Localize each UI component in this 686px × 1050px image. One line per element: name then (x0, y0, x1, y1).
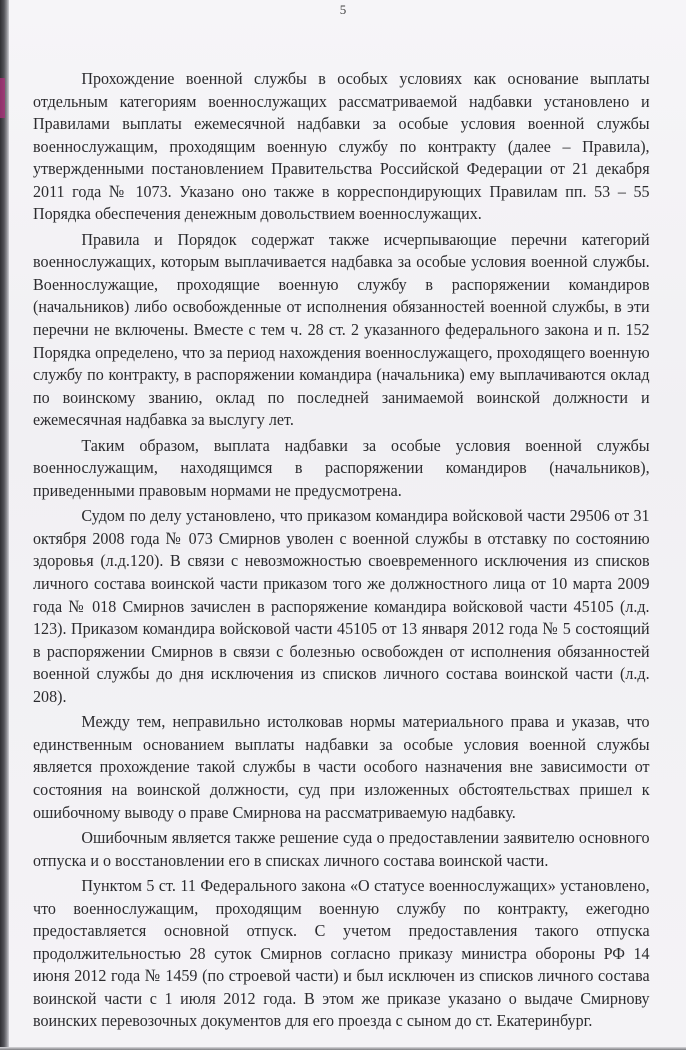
paragraph-rules-and-procedure: Правила и Порядок содержат также исчерпывающие перечни категорий военнослужащих, которым выплачивается надбавка за особые условия военной службы. Военнослужащие, проходящие военную службу в распоряжении командиров (начальников) либо освобожденные от исполнения обязанностей военной службы, в эти перечни не включены. Вместе с тем ч. 28 ст. 2 указанного федерального закона и п. 152 Порядка определено, что за период нахождения военнослужащего, проходящего военную службу по контракту, в распоряжении командира (начальника) ему выплачиваются оклад по воинскому званию, оклад по последней занимаемой воинской должности и ежемесячная надбавка за выслугу лет. (33, 229, 650, 430)
document-body (33, 68, 650, 1033)
scan-binding-edge (0, 0, 9, 1050)
scan-color-mark (0, 78, 5, 118)
paragraph-annual-leave: Пунктом 5 ст. 11 Федерального закона «О статусе военнослужащих» установлено, что военнослужащим, проходящим военную службу по контракту, ежегодно предоставляется основной отпуск. С учетом предоставления такого отпуска продолжительностью 28 суток Смирнов согласно приказу министра обороны РФ 14 июня 2012 года № 1459 (по строевой части) и был исключен из списков личного состава воинской части с 1 июля 2012 года. В этом же приказе указано о выдаче Смирнову воинских перевозочных документов для его проезда с сыном до ст. Екатеринбург. (33, 876, 650, 1031)
paragraph-leave-decision: Ошибочным является также решение суда о предоставлении заявителю основного отпуска и о восстановлении его в списках личного состава воинской части. (33, 828, 650, 870)
page-number: 5 (339, 2, 347, 17)
paragraph-special-conditions: Прохождение военной службы в особых условиях как основание выплаты отдельным категориям военнослужащих рассматриваемой надбавки установлено и Правилами выплаты ежемесячной надбавки за особые условия военной службы военнослужащим, проходящим военную службу по контракту (далее – Правила), утвержденными постановлением Правительства Российской Федерации от 21 декабря 2011 года № 1073. Указано оно также в корреспондирующих Правилам пп. 53 – 55 Порядка обеспечения денежным довольствием военнослужащих. (33, 69, 650, 224)
paragraph-conclusion: Таким образом, выплата надбавки за особые условия военной службы военнослужащим, находящимся в распоряжении командиров (начальников), приведенными правовым нормами не предусмотрена. (33, 435, 650, 500)
paragraph-court-findings: Судом по делу установлено, что приказом командира войсковой части 29506 от 31 октября 2008 года № 073 Смирнов уволен с военной службы в отставку по состоянию здоровья (л.д.120). В связи с невозможностью своевременного исключения из списков личного состава воинской части приказом того же должностного лица от 10 марта 2009 года № 018 Смирнов зачислен в распоряжение командира войсковой части 45105 (л.д. 123). Приказом командира войсковой части 45105 от 13 января 2012 года № 5 состоящий в распоряжении Смирнов в связи с болезнью освобожден от исполнения обязанностей военной службы до дня исключения из списков личного состава воинской части (л.д. 208). (33, 506, 650, 706)
paragraph-misinterpretation: Между тем, неправильно истолковав нормы материального права и указав, что единственным основанием выплаты надбавки за особые условия военной службы является прохождение такой службы в части особого назначения вне зависимости от состояния на воинской должности, суд при изложенных обстоятельствах пришел к ошибочному выводу о праве Смирнова на рассматриваемую надбавку. (33, 712, 650, 822)
